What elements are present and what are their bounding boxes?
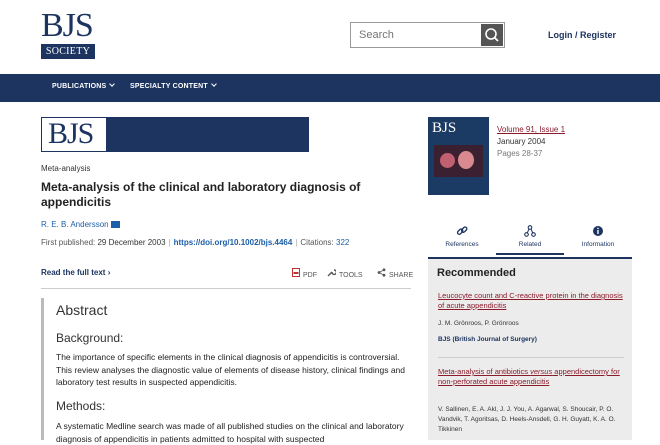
share-label: SHARE [389,272,414,279]
info-icon [592,225,604,237]
chevron-down-icon [211,81,217,87]
issue-info [497,124,565,160]
volume-issue-link[interactable]: Volume 91, Issue 1 [497,125,566,134]
tools-button[interactable] [326,268,363,279]
pdf-button[interactable] [292,268,317,279]
pdf-label: PDF [303,272,317,279]
tab-label: Information [581,241,615,248]
logo-subtext: SOCIETY [41,44,95,59]
recommended-heading: Recommended [437,267,516,279]
title-part: appendicectomy for non-perforated acute appendicitis [438,367,620,386]
separator: | [295,238,298,247]
journal-banner[interactable] [41,117,309,152]
author-list [41,220,120,229]
nav-label: SPECIALTY CONTENT [130,83,208,90]
search-box [350,22,505,48]
issue-date: January 2004 [497,137,546,146]
separator: | [168,238,171,247]
main-nav [0,74,660,102]
tab-information[interactable] [564,219,632,255]
first-published-label: First published: [41,238,96,247]
publication-meta [41,238,349,247]
read-full-text-label: Read the full text [41,268,106,277]
author-link[interactable]: R. E. B. Andersson [41,220,109,229]
article-type: Meta-analysis [41,164,91,173]
issue-pages: Pages 28-37 [497,149,543,158]
cover-image-shape [458,151,474,169]
mail-icon[interactable] [111,221,120,228]
chevron-right-icon: › [107,268,111,277]
recommended-item-title[interactable]: Leucocyte count and C-reactive protein in the diagnosis of acute appendicitis [438,291,623,310]
site-header [0,0,660,74]
network-icon [524,225,536,237]
background-heading: Background: [56,331,124,345]
tab-label: References [445,241,479,248]
tab-related[interactable] [496,219,564,255]
banner-logo-area [42,118,106,151]
chevron-down-icon [110,81,116,87]
doi-link[interactable]: https://doi.org/10.1002/bjs.4464 [173,238,293,247]
sidebar-tabs [428,219,632,255]
read-full-text-link[interactable] [41,268,110,277]
abstract-title: Abstract [56,302,108,318]
link-icon [456,225,468,237]
pdf-icon [292,268,300,277]
search-input[interactable] [351,23,481,47]
recommended-item-source: BJS (British Journal of Surgery) [438,336,537,343]
cover-image [434,145,483,177]
bjs-society-logo[interactable] [41,7,95,61]
methods-text: A systematic Medline search was made of all published studies on the clinical and laboratory diagnosis of appendicitis in patients admitted to hospital with suspected [56,421,404,444]
divider [41,288,411,289]
search-icon [481,24,503,46]
search-button[interactable] [481,24,503,46]
nav-label: PUBLICATIONS [52,83,107,90]
login-register-link[interactable]: Login / Register [548,30,617,40]
first-published-date: 29 December 2003 [97,238,166,247]
cover-title: BJS [432,120,457,136]
share-button[interactable] [377,268,413,279]
issue-cover[interactable] [428,117,489,195]
background-text: The importance of specific elements in the clinical diagnosis of appendicitis is controversial. This review analyses the diagnostic value of elements of disease history, clinical findings and laboratory test results in suspected appendicitis. [56,352,405,387]
recommended-item-authors: V. Sallinen, E. A. Akl, J. J. You, A. Agarwal, S. Shoucair, P. O. Vandvik, T. Agoritsas, D. Heels-Ansdell, G. H. Guyatt, K. A. O. Tikkinen [438,406,616,433]
share-icon [377,268,386,277]
recommended-panel [428,257,632,440]
recommended-item-title[interactable] [438,367,623,387]
title-emphasis: versus [530,367,553,376]
tab-references[interactable] [428,219,496,255]
tab-label: Related [518,241,542,248]
nav-specialty-content[interactable] [130,83,216,90]
cover-image-shape [440,153,455,168]
divider [438,357,624,358]
article-title: Meta-analysis of the clinical and laboratory diagnosis of appendicitis [41,180,361,209]
banner-logo-text: BJS [48,117,94,150]
title-part: Meta-analysis of antibiotics [438,367,531,376]
recommended-item-authors: J. M. Grönroos, P. Grönroos [438,320,519,327]
abstract-section [41,298,411,444]
citations-label: Citations: [300,238,334,247]
methods-heading: Methods: [56,399,106,413]
tools-label: TOOLS [339,272,363,279]
wrench-icon [326,268,336,277]
logo-text: BJS [41,7,93,44]
citations-count[interactable]: 322 [336,238,350,247]
nav-publications[interactable] [52,83,114,90]
